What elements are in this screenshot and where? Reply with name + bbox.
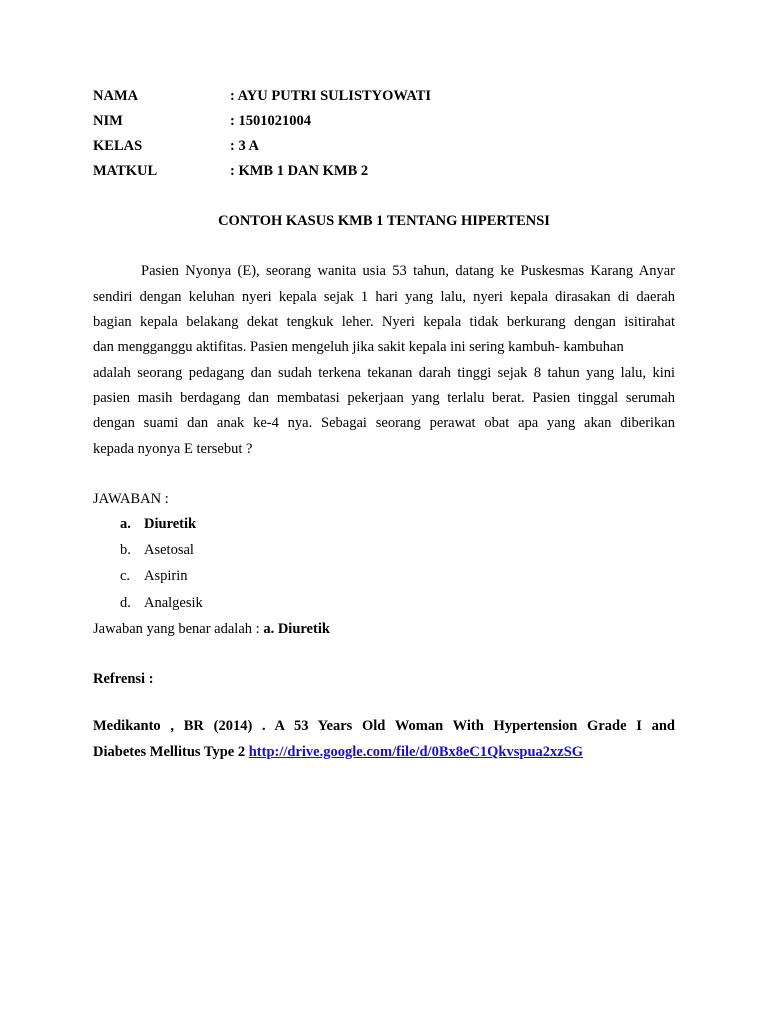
identity-value: : 3 A <box>230 138 259 154</box>
reference-line-2-prefix: Diabetes Mellitus Type 2 <box>93 744 249 760</box>
option-text: Analgesik <box>144 595 203 611</box>
correct-answer-value: a. Diuretik <box>263 621 330 637</box>
identity-value: : KMB 1 DAN KMB 2 <box>230 163 369 179</box>
reference-line-2 <box>93 744 675 761</box>
case-line: pasien masih berdagang dan membatasi pekerjaan yang terlalu berat. Pasien tinggal serumah <box>93 390 675 406</box>
option-letter: b. <box>120 542 131 558</box>
case-line: adalah seorang pedagang dan sudah terkena tekanan darah tinggi sejak 8 tahun yang lalu, kini <box>93 365 675 381</box>
correct-answer-line <box>93 621 330 638</box>
answers-label: JAWABAN : <box>93 491 169 507</box>
case-line: sendiri dengan keluhan nyeri kepala sejak 1 hari yang lalu, nyeri kepala dirasakan di daerah <box>93 289 675 305</box>
option-a <box>120 516 196 533</box>
document-title: CONTOH KASUS KMB 1 TENTANG HIPERTENSI <box>218 213 550 229</box>
reference-line-1: Medikanto , BR (2014) . A 53 Years Old Woman With Hypertension Grade I and <box>93 718 675 734</box>
option-c <box>120 568 188 585</box>
case-line: dan mengganggu aktifitas. Pasien mengeluh jika sakit kepala ini sering kambuh- kambuhan <box>93 339 624 355</box>
case-line: bagian kepala belakang dekat tengkuk leher. Nyeri kepala tidak berkurang dengan isitirahat <box>93 314 675 330</box>
identity-label: NIM <box>93 113 123 129</box>
identity-value: : AYU PUTRI SULISTYOWATI <box>230 88 432 104</box>
option-d <box>120 595 203 612</box>
option-text: Aspirin <box>144 568 188 584</box>
case-line: kepada nyonya E tersebut ? <box>93 441 253 457</box>
option-letter: c. <box>120 568 131 584</box>
identity-value: : 1501021004 <box>230 113 311 129</box>
reference-link[interactable]: http://drive.google.com/file/d/0Bx8eC1Qkvspua2xzSG <box>248 744 584 760</box>
reference-label: Refrensi : <box>93 671 154 687</box>
identity-label: KELAS <box>93 138 143 154</box>
case-line: Pasien Nyonya (E), seorang wanita usia 53 tahun, datang ke Puskesmas Karang Anyar <box>141 263 675 279</box>
identity-label: NAMA <box>93 88 139 104</box>
case-line: dengan suami dan anak ke-4 nya. Sebagai seorang perawat obat apa yang akan diberikan <box>93 415 675 431</box>
option-letter: d. <box>120 595 131 611</box>
option-letter: a. <box>120 516 131 532</box>
correct-answer-prefix: Jawaban yang benar adalah : <box>93 621 264 637</box>
identity-label: MATKUL <box>93 163 158 179</box>
option-b <box>120 542 194 559</box>
option-text: Asetosal <box>144 542 194 558</box>
option-text: Diuretik <box>144 516 197 532</box>
